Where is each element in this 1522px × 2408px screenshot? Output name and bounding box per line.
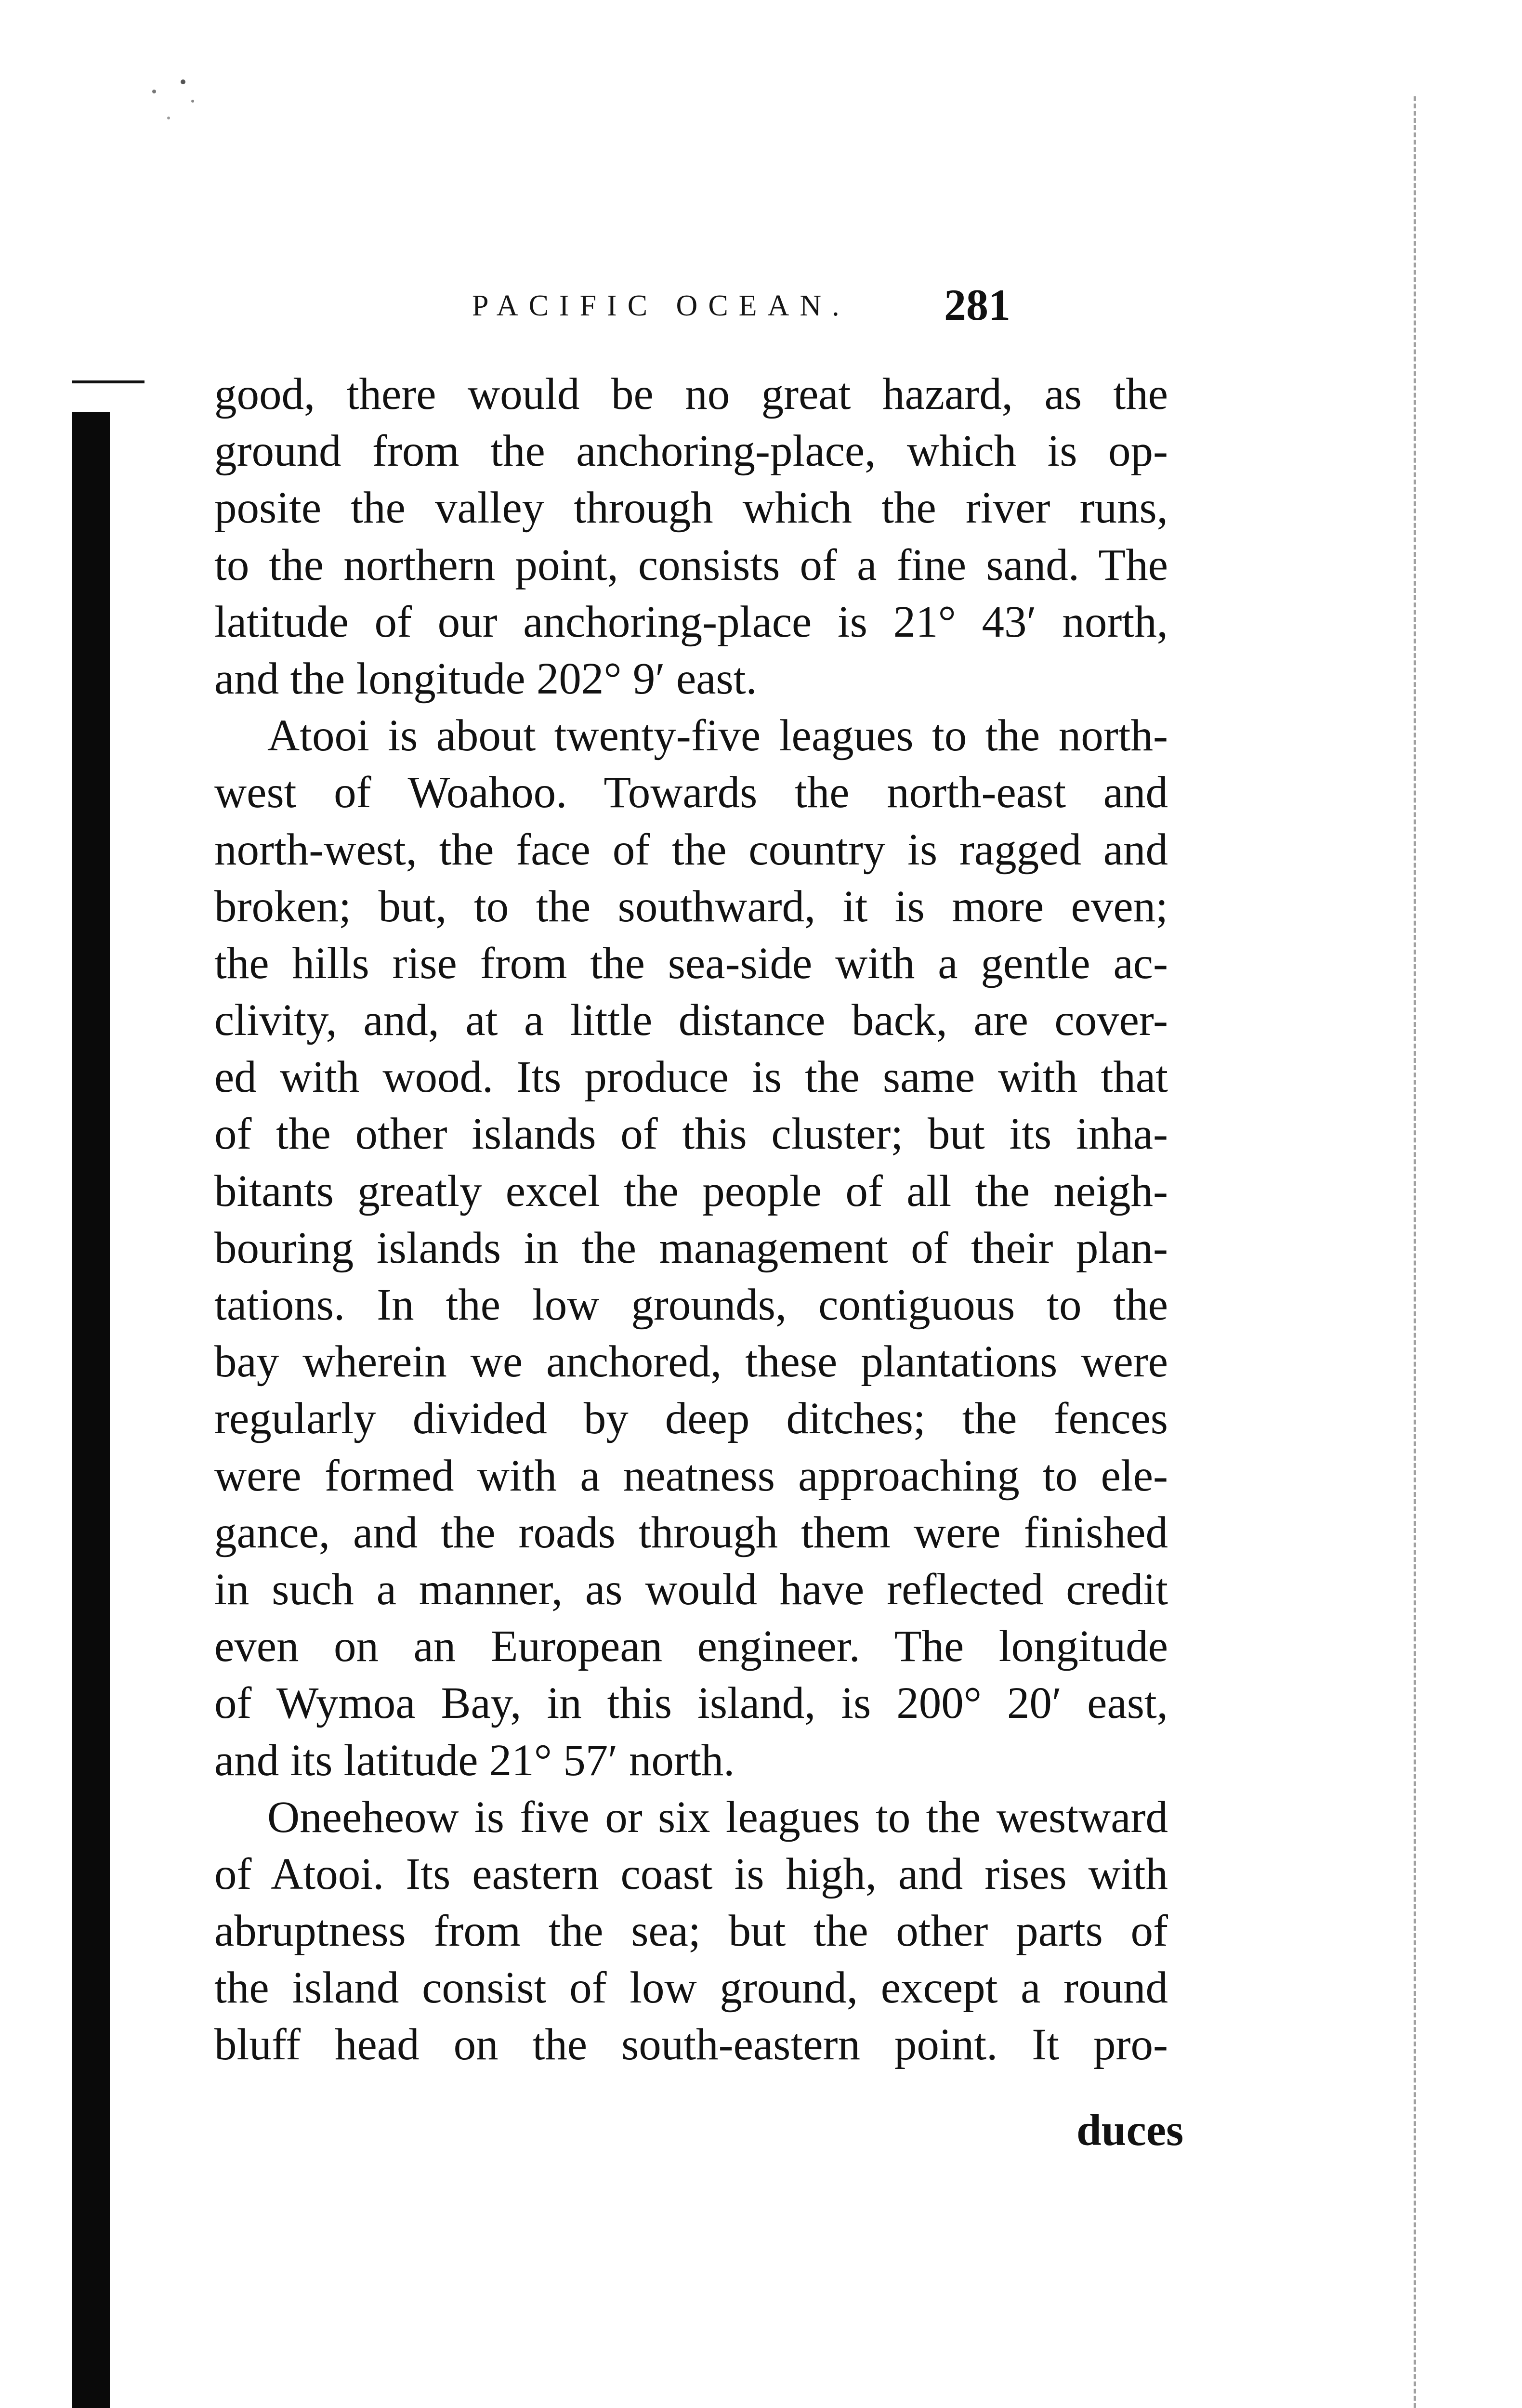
- text-line: of Wymoa Bay, in this island, is 200° 20′ east,: [214, 1678, 1168, 1728]
- text-line: of the other islands of this cluster; but its inha-: [214, 1109, 1168, 1159]
- page-number: 281: [944, 280, 1010, 329]
- page-edge-right: [1414, 96, 1416, 2408]
- text-line: gance, and the roads through them were finished: [214, 1507, 1168, 1557]
- text-line: regularly divided by deep ditches; the fences: [214, 1394, 1168, 1444]
- text-line: and the longitude 202° 9′ east.: [214, 654, 757, 704]
- text-line: good, there would be no great hazard, as the: [214, 369, 1168, 419]
- text-line: abruptness from the sea; but the other parts of: [214, 1906, 1168, 1956]
- running-head: [212, 279, 1175, 332]
- running-title: PACIFIC OCEAN.: [472, 289, 850, 322]
- text-line: ed with wood. Its produce is the same with that: [214, 1052, 1168, 1102]
- text-line: the island consist of low ground, except a round: [214, 1963, 1168, 2013]
- text-line: bouring islands in the management of their plan-: [214, 1223, 1168, 1273]
- text-line: north-west, the face of the country is ragged and: [214, 824, 1168, 875]
- text-line: tations. In the low grounds, contiguous to the: [214, 1280, 1168, 1330]
- body-text: [214, 366, 1168, 2074]
- text-line: and its latitude 21° 57′ north.: [214, 1735, 735, 1785]
- text-line: Oneeheow is five or six leagues to the westward: [267, 1792, 1168, 1842]
- text-line: even on an European engineer. The longitude: [214, 1622, 1168, 1672]
- text-line: of Atooi. Its eastern coast is high, and rises with: [214, 1849, 1168, 1899]
- text-line: in such a manner, as would have reflected credit: [214, 1564, 1168, 1614]
- text-line: bluff head on the south-eastern point. It pro-: [214, 2020, 1168, 2070]
- paper-specks: [140, 72, 207, 130]
- text-line: to the northern point, consists of a fine sand. The: [214, 540, 1168, 590]
- text-line: ground from the anchoring-place, which is op-: [214, 426, 1168, 476]
- binding-shadow-bar: [72, 412, 110, 2408]
- text-line: clivity, and, at a little distance back, are cover-: [214, 995, 1168, 1046]
- binding-rule: [72, 380, 144, 383]
- text-line: broken; but, to the southward, it is more even;: [214, 881, 1168, 931]
- text-line: the hills rise from the sea-side with a gentle ac-: [214, 938, 1168, 988]
- text-line: posite the valley through which the river runs,: [214, 483, 1168, 533]
- catchword: duces: [1076, 2106, 1184, 2155]
- text-line: bay wherein we anchored, these plantations were: [214, 1337, 1168, 1387]
- text-line: Atooi is about twenty-five leagues to the north-: [267, 711, 1168, 761]
- text-line: were formed with a neatness approaching to ele-: [214, 1451, 1168, 1501]
- text-line: bitants greatly excel the people of all the neigh-: [214, 1166, 1168, 1216]
- text-line: west of Woahoo. Towards the north-east and: [214, 768, 1168, 818]
- text-line: latitude of our anchoring-place is 21° 43′ north,: [214, 597, 1168, 647]
